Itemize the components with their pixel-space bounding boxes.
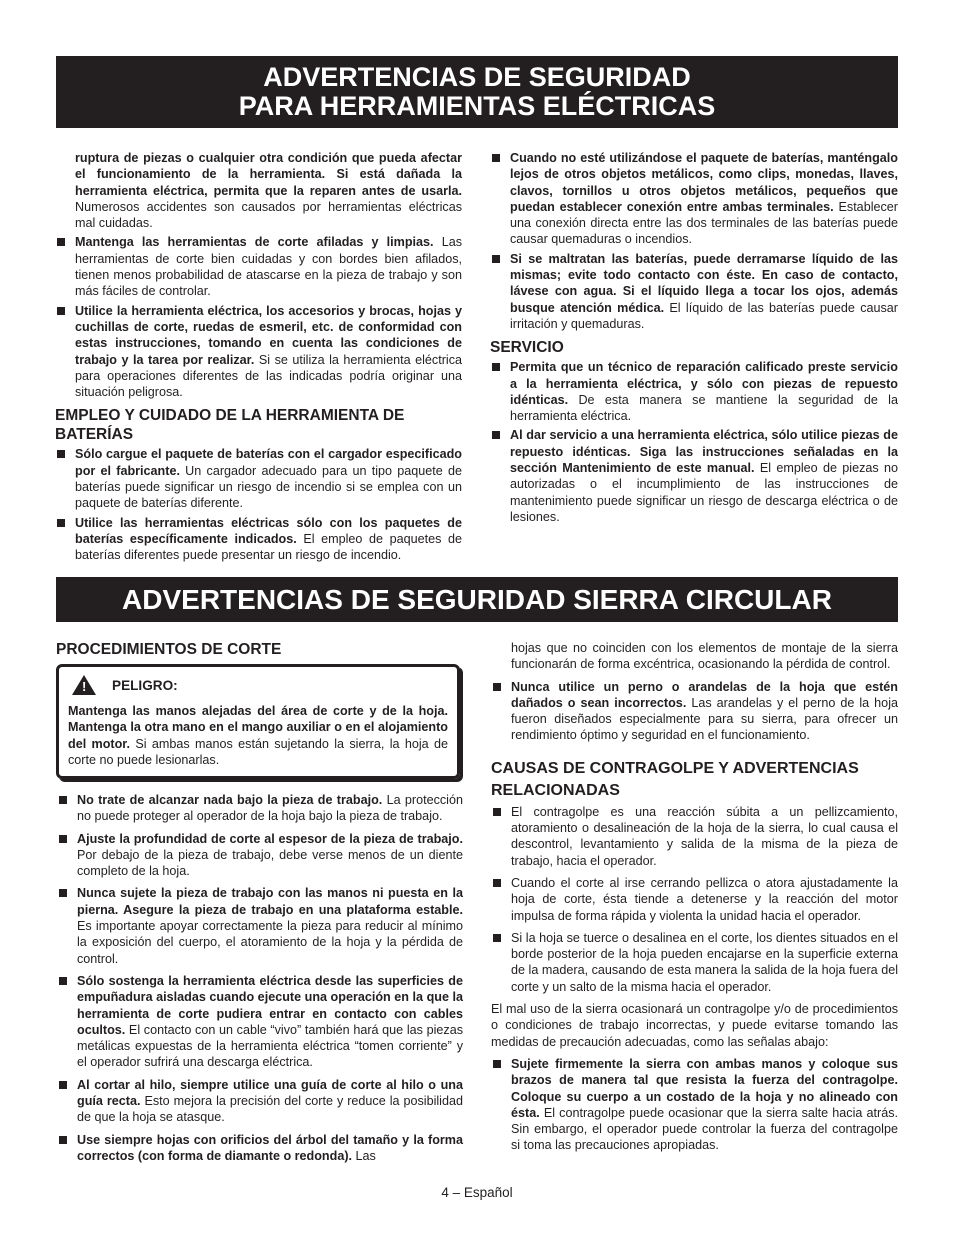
bullet-icon xyxy=(492,363,500,371)
list-item: Mantenga las herramientas de corte afiladas y limpias. Las herramientas de corte bien cuidadas y con bordes bien afilados, tienen menos probabilidad de atascarse en la pieza de trabajo y son más fáciles de controlar. xyxy=(55,234,462,299)
bullet-icon xyxy=(492,431,500,439)
bullet-icon xyxy=(57,519,65,527)
bottom-left-column xyxy=(57,792,463,1164)
list-item: Utilice las herramientas eléctricas sólo con los paquetes de baterías específicamente indicados. El empleo de paquetes de baterías diferentes puede presentar un riesgo de incendio. xyxy=(55,515,462,564)
warning-icon: ! xyxy=(72,675,96,695)
bullet-icon xyxy=(492,154,500,162)
bullet-icon xyxy=(59,977,67,985)
bullet-icon xyxy=(493,808,501,816)
banner-line-1: ADVERTENCIAS DE SEGURIDAD xyxy=(263,62,691,92)
bullet-icon xyxy=(57,238,65,246)
top-right-column xyxy=(490,150,898,525)
section-heading: CAUSAS DE CONTRAGOLPE Y ADVERTENCIAS RELACIONADAS xyxy=(491,759,859,799)
list-item: Permita que un técnico de reparación calificado preste servicio a la herramienta eléctrica, y sólo con piezas de repuesto idénticas. De esta manera se mantiene la seguridad de la herramienta eléctrica. xyxy=(490,359,898,424)
list-item: Sólo cargue el paquete de baterías con el cargador especificado por el fabricante. Un cargador adecuado para un tipo paquete de baterías puede significar un riesgo de incendio si se emplea con un paquete de baterías diferente. xyxy=(55,446,462,511)
list-item: Use siempre hojas con orificios del árbol del tamaño y la forma correctos (con forma de diamante o redonda). Las xyxy=(57,1132,463,1165)
page-number: 4 – Español xyxy=(441,1185,513,1200)
bullet-icon xyxy=(493,879,501,887)
banner-line-2: PARA HERRAMIENTAS ELÉCTRICAS xyxy=(238,91,716,121)
warning-title: ! PELIGRO: xyxy=(68,675,448,695)
bullet-icon xyxy=(493,1060,501,1068)
list-item: Cuando no esté utilizándose el paquete de baterías, manténgalo lejos de otros objetos metálicos, como clips, monedas, llaves, clavos, tornillos u otros objetos metálicos, pequeños que puedan establecer conexión entre ambas terminales. Establecer una conexión directa entre las dos terminales de las baterías puede causar quemaduras o incendios. xyxy=(490,150,898,248)
intro-paragraph: ruptura de piezas o cualquier otra condición que pueda afectar el funcionamiento de la herramienta. Si está dañada la herramienta eléctrica, permita que la reparen antes de usarla. Numerosos accidentes son causados por herramientas eléctricas mal cuidadas. xyxy=(75,151,462,231)
paragraph: El mal uso de la sierra ocasionará un contragolpe y/o de procedimientos o condiciones de trabajo incorrectas, y puede evitarse tomando las medidas de precaución adecuadas, como las señalas abajo: xyxy=(491,1002,898,1049)
bullet-icon xyxy=(492,255,500,263)
top-left-column xyxy=(55,150,463,564)
section-heading: EMPLEO Y CUIDADO DE LA HERRAMIENTA DE BATERÍAS xyxy=(55,407,405,444)
section-heading: SERVICIO xyxy=(490,339,564,357)
bullet-icon xyxy=(57,307,65,315)
list-item: El contragolpe es una reacción súbita a un pellizcamiento, atoramiento o desalineación de la hoja de la sierra, lo cual causa el descontrol, levantamiento y salida de la misma de la pieza de trabajo, hacia el operador. xyxy=(491,804,898,869)
circular-saw-warnings-banner: ADVERTENCIAS DE SEGURIDAD SIERRA CIRCULAR xyxy=(56,577,898,622)
bullet-icon xyxy=(59,796,67,804)
list-item: Si la hoja se tuerce o desalinea en el corte, los dientes situados en el borde posterior de la hoja pueden encajarse en la superficie externa de la madera, causando de esta manera la salida de la hoja fuera del corte y un salto de la misma hacia el operador. xyxy=(491,930,898,995)
list-item: Nunca utilice un perno o arandelas de la hoja que estén dañados o sean incorrectos. Las arandelas y el perno de la hoja fueron diseñados especialmente para su sierra, para ofrecer un rendimiento óptimo y seguridad en el funcionamiento. xyxy=(491,679,898,744)
bullet-icon xyxy=(59,835,67,843)
list-item: Sujete firmemente la sierra con ambas manos y coloque sus brazos de manera tal que resista la fuerza del contragolpe. Coloque su cuerpo a un costado de la hoja y no alineado con ésta. El contragolpe puede ocasionar que la sierra salte hacia atrás. Sin embargo, el operador puede controlar la fuerza del contragolpe si toma las precauciones apropiadas. xyxy=(491,1056,898,1154)
bullet-icon xyxy=(493,934,501,942)
list-item: Utilice la herramienta eléctrica, los accesorios y brocas, hojas y cuchillas de corte, ruedas de esmeril, etc. de conformidad con estas instrucciones, tomando en cuenta las condiciones de trabajo y la tarea por realizar. Si se utiliza la herramienta eléctrica para operaciones diferentes de las indicadas podría originar una situación peligrosa. xyxy=(55,303,462,401)
bullet-icon xyxy=(57,450,65,458)
continued-text: hojas que no coinciden con los elementos de montaje de la sierra funcionarán de forma excéntrica, ocasionando la pérdida de control. xyxy=(511,641,898,672)
list-item: No trate de alcanzar nada bajo la pieza de trabajo. La protección no puede proteger al operador de la hoja bajo la pieza de trabajo. xyxy=(57,792,463,825)
bullet-icon xyxy=(59,889,67,897)
list-item: Sólo sostenga la herramienta eléctrica desde las superficies de empuñadura aisladas cuando ejecute una operación en la que la herramienta de corte pudiera entrar en contacto con cables ocultos. El contacto con un cable “vivo” también hará que las piezas metálicas expuestas de la herramienta eléctrica “tomen corriente” y el operador sufrirá una descarga eléctrica. xyxy=(57,973,463,1071)
danger-warning-box xyxy=(56,664,460,779)
list-item: Nunca sujete la pieza de trabajo con las manos ni puesta en la pierna. Asegure la pieza de trabajo en una plataforma estable. Es importante apoyar correctamente la pieza para reducir al mínimo la exposición del cuerpo, el atoramiento de la hoja y la pérdida de control. xyxy=(57,885,463,966)
bottom-right-column xyxy=(491,640,898,1154)
list-item: Al dar servicio a una herramienta eléctrica, sólo utilice piezas de repuesto idénticas. Siga las instrucciones señaladas en la sección Mantenimiento de este manual. El empleo de piezas no autorizadas o el incumplimiento de las instrucciones de mantenimiento puede significar un riesgo de descarga eléctrica o de lesiones. xyxy=(490,427,898,525)
list-item: Cuando el corte al irse cerrando pellizca o atora ajustadamente la hoja de corte, ésta tiende a detenerse y la reacción del motor impulsa de forma rápida y violenta la unidad hacia el operador. xyxy=(491,875,898,924)
bullet-icon xyxy=(59,1081,67,1089)
list-item: Ajuste la profundidad de corte al espesor de la pieza de trabajo. Por debajo de la pieza de trabajo, debe verse menos de un diente completo de la hoja. xyxy=(57,831,463,880)
safety-warnings-banner xyxy=(56,56,898,128)
section-heading: PROCEDIMIENTOS DE CORTE xyxy=(56,641,282,658)
list-item: Si se maltratan las baterías, puede derramarse líquido de las mismas; evite todo contacto con éste. En caso de contacto, lávese con agua. Si el líquido llega a tocar los ojos, además busque atención médica. El líquido de las baterías puede causar irritación y quemaduras. xyxy=(490,251,898,332)
bullet-icon xyxy=(59,1136,67,1144)
warning-text: Mantenga las manos alejadas del área de corte y de la hoja. Mantenga la otra mano en el mango auxiliar o en el alojamiento del motor. Si ambas manos están sujetando la sierra, la hoja de corte no puede lesionarlas. xyxy=(68,704,448,767)
bullet-icon xyxy=(493,683,501,691)
list-item: Al cortar al hilo, siempre utilice una guía de corte al hilo o una guía recta. Esto mejora la precisión del corte y reduce la posibilidad de que la hoja se atasque. xyxy=(57,1077,463,1126)
